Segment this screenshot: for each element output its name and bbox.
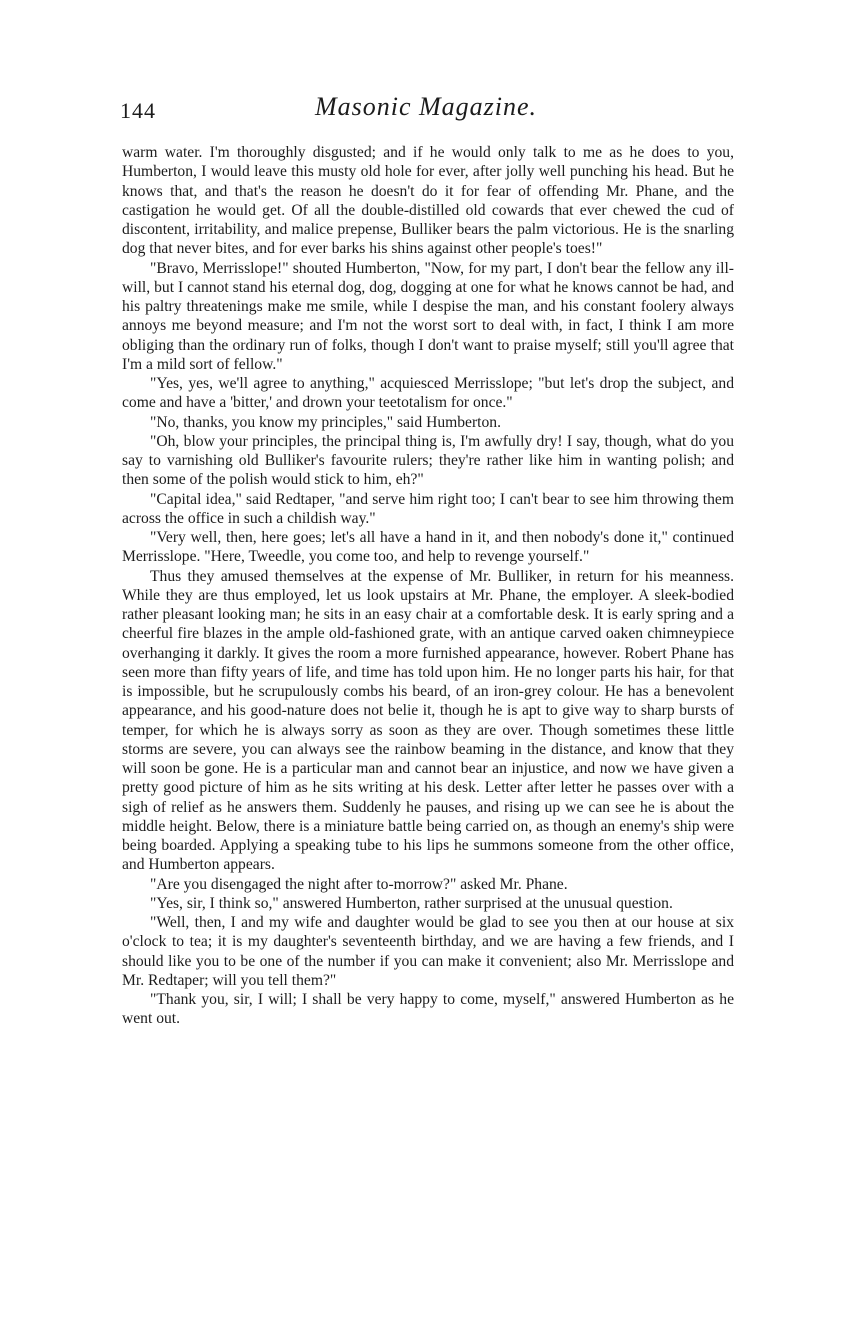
paragraph: "Very well, then, here goes; let's all have a hand in it, and then nobody's done it," continued Merrisslope. "Here, Tweedle, you come too, and help to revenge yourself.": [122, 529, 734, 566]
paragraph: "Yes, sir, I think so," answered Humberton, rather surprised at the unusual question.: [150, 894, 673, 912]
paragraph: "Are you disengaged the night after to-morrow?" asked Mr. Phane.: [150, 875, 568, 893]
paragraph: "Thank you, sir, I will; I shall be very happy to come, myself," answered Humberton as he went out.: [122, 991, 734, 1028]
paragraph: "Capital idea," said Redtaper, "and serve him right too; I can't bear to see him throwing them across the office in such a childish way.": [122, 490, 734, 527]
running-title: Masonic Magazine.: [314, 92, 538, 121]
paragraph: "Bravo, Merrisslope!" shouted Humberton, "Now, for my part, I don't bear the fellow any ill-will, but I cannot stand his eternal dog, dog, dogging at one for what he knows cannot be had, and his paltry threatenings make me smile, while I despise the man, and his constant foolery always annoys me beyond measure; and I'm not the worst sort to deal with, in fact, I think I am more obliging than the ordinary run of folks, though I don't want to praise myself; still you'll agree that I'm a mild sort of fellow.": [122, 259, 734, 373]
paragraph: "No, thanks, you know my principles," said Humberton.: [150, 413, 501, 431]
page-number: 144: [120, 98, 156, 123]
paragraph: "Yes, yes, we'll agree to anything," acquiesced Merrisslope; "but let's drop the subject, and come and have a 'bitter,' and drown your teetotalism for once.": [122, 375, 734, 412]
paragraph: Thus they amused themselves at the expense of Mr. Bulliker, in return for his meanness. While they are thus employed, let us look upstairs at Mr. Phane, the employer. A sleek-bodied rather pleasant looking man; he sits in an easy chair at a comfortable desk. It is early spring and a cheerful fire blazes in the ample old-fashioned grate, with an antique carved oaken chimneypiece overhanging it darkly. It gives the room a more furnished appearance, however. Robert Phane has seen more than fifty years of life, and time has told upon him. He no longer parts his hair, for that is impossible, but he scrupulously combs his beard, of an iron-grey colour. He has a benevolent appearance, and his good-nature does not belie it, though he is apt to give way to sharp bursts of temper, for which he is always sorry as soon as they are over. Though sometimes these little storms are severe, you can always see the rainbow beaming in the distance, and know that they will soon be gone. He is a particular man and cannot bear an injustice, and now we have given a pretty good picture of him as he sits writing at his desk. Letter after letter he passes over with a sigh of relief as he answers them. Suddenly he pauses, and rising up we can see he is about the middle height. Below, there is a miniature battle being carried on, as though an enemy's ship were being boarded. Applying a speaking tube to his lips he summons someone from the other office, and Humberton appears.: [122, 567, 734, 874]
paragraph: warm water. I'm thoroughly disgusted; and if he would only talk to me as he does to you, Humberton, I would leave this musty old hole for ever, after jolly well punching his head. But he knows that, and that's the reason he doesn't do it for fear of offending Mr. Phane, and the castigation he would get. Of all the double-distilled old cowards that ever chewed the cud of discontent, irritability, and malice prepense, Bulliker bears the palm victorious. He is the snarling dog that never bites, and for ever barks his shins against other people's toes!": [122, 144, 734, 258]
paragraph: "Well, then, I and my wife and daughter would be glad to see you then at our house at six o'clock to tea; it is my daughter's seventeenth birthday, and we are having a few friends, and I should like you to be one of the number if you can make it convenient; also Mr. Merrisslope and Mr. Redtaper; will you tell them?": [122, 914, 734, 989]
article-body: [122, 143, 734, 1029]
paragraph: "Oh, blow your principles, the principal thing is, I'm awfully dry! I say, though, what do you say to varnishing old Bulliker's favourite rulers; they're rather like him in wanting polish; and then some of the polish would stick to him, eh?": [122, 432, 734, 489]
